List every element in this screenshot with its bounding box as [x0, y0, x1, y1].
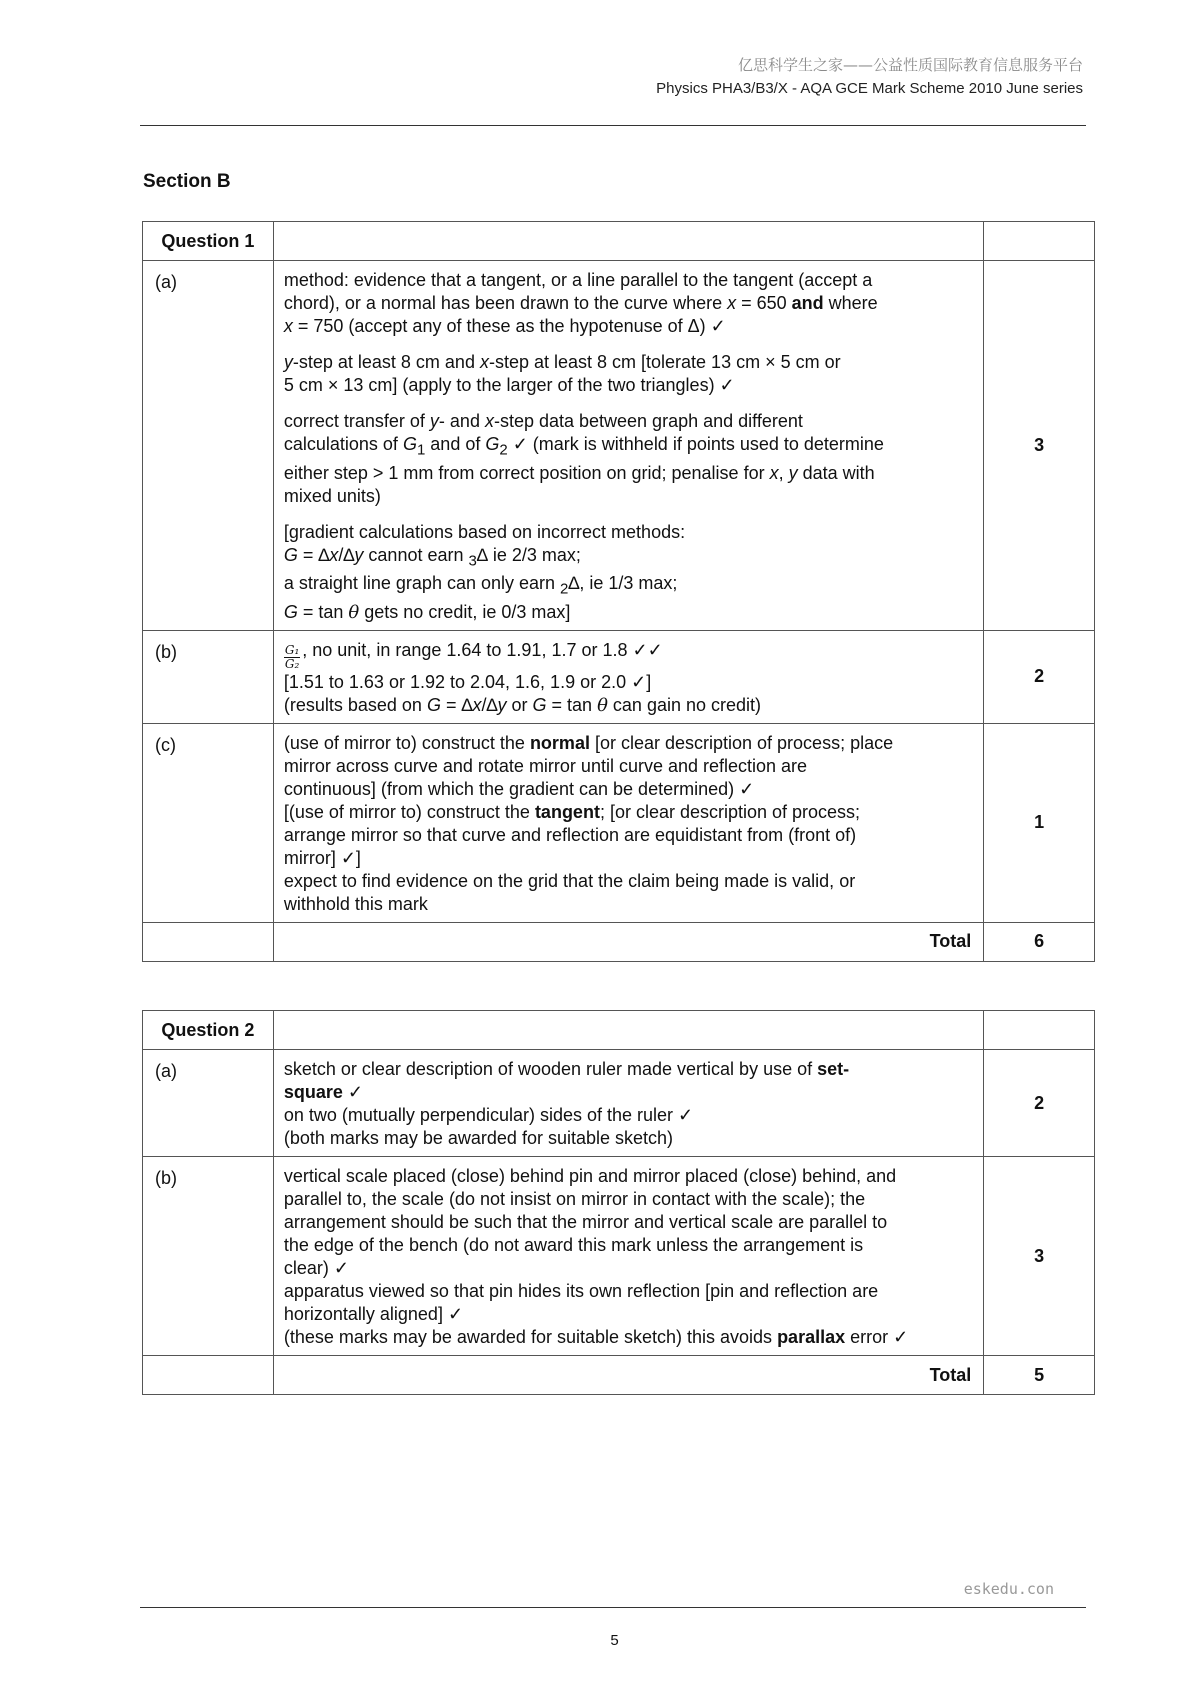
text-line: calculations of $G_1$ and of $G_2$ ✓ (mark is withheld if points used to determine: [283, 434, 884, 459]
text-line: method: evidence that a tangent, or a line parallel to the tangent (accept a: [283, 270, 873, 290]
text-line: [1.51 to 1.63 or 1.92 to 2.04, 1.6, 1.9 or 2.0 ✓]: [283, 671, 652, 692]
text-line: G = ∆x/∆y cannot earn $_3$∆ ie 2/3 max;: [283, 544, 581, 570]
text-line: 5 cm × 13 cm] (apply to the larger of the two triangles) ✓: [283, 375, 735, 395]
q2-part-a-content: [273, 1050, 983, 1157]
q2-part-b-marks: 3: [984, 1157, 1095, 1356]
q1-part-c-label: (c): [143, 723, 274, 922]
text-line: arrangement should be such that the mirror and vertical scale are parallel to: [283, 1212, 888, 1232]
text-line: (these marks may be awarded for suitable sketch) this avoids parallax error ✓: [283, 1327, 909, 1347]
q1-total-row: [143, 922, 1095, 961]
question-2-table: [142, 1010, 1095, 1395]
text-line: mixed units): [283, 485, 381, 506]
header-divider: [140, 125, 1086, 126]
text-line: parallel to, the scale (do not insist on mirror in contact with the scale); the: [283, 1189, 866, 1209]
text-line: withhold this mark: [283, 893, 428, 914]
text-line: x = 750 (accept any of these as the hypotenuse of Δ) ✓: [283, 316, 726, 336]
q2-part-a-marks: 2: [984, 1050, 1095, 1157]
text-line: $\frac{\text{G₁}}{\text{G₂}}$ , no unit, in range 1.64 to 1.91, 1.7 or 1.8 ✓✓: [284, 639, 663, 671]
q1-part-b-row: [143, 630, 1095, 723]
text-line: the edge of the bench (do not award this mark unless the arrangement is: [283, 1235, 864, 1255]
q1-part-a-label: (a): [143, 261, 274, 631]
q2-total-label: Total: [273, 1356, 983, 1395]
text-line: vertical scale placed (close) behind pin and mirror placed (close) behind, and: [283, 1166, 897, 1186]
q2-total-row: [143, 1356, 1095, 1395]
question-1-title: Question 1: [143, 222, 274, 261]
text-line: either step > 1 mm from correct position on grid; penalise for x, y data with: [283, 462, 875, 483]
text-line: apparatus viewed so that pin hides its own reflection [pin and reflection are: [283, 1281, 879, 1301]
q2-part-a-label: (a): [143, 1050, 274, 1157]
header-blank: [273, 222, 983, 261]
footer-site-name: eskedu.con: [963, 1580, 1054, 1598]
total-blank: [143, 922, 274, 961]
text-line: correct transfer of y- and x-step data between graph and different: [283, 411, 803, 431]
text-line: (both marks may be awarded for suitable sketch): [283, 1128, 674, 1148]
q1-part-c-row: [143, 723, 1095, 922]
q2-part-b-content: [273, 1157, 983, 1356]
q1-part-a-marks: 3: [984, 261, 1095, 631]
text-line: (results based on G = ∆x/∆y or G = tan θ can gain no credit): [283, 694, 762, 716]
q2-total-marks: 5: [984, 1356, 1095, 1395]
text-line: sketch or clear description of wooden ruler made vertical by use of set-: [283, 1059, 850, 1079]
text-line: arrange mirror so that curve and reflection are equidistant from (front of): [283, 824, 857, 845]
total-blank: [143, 1356, 274, 1395]
header-blank: [984, 222, 1095, 261]
text-line: continuous] (from which the gradient can be determined) ✓: [283, 778, 755, 799]
text-line: expect to find evidence on the grid that the claim being made is valid, or: [283, 870, 856, 891]
text-line: chord), or a normal has been drawn to the curve where x = 650 and where: [283, 293, 878, 313]
text-line: G = tan θ gets no credit, ie 0/3 max]: [283, 601, 571, 623]
q2-part-b-row: [143, 1157, 1095, 1356]
text-line: mirror] ✓]: [283, 847, 361, 868]
q1-part-a-row: [143, 261, 1095, 631]
text-line: [gradient calculations based on incorrect methods:: [283, 521, 686, 542]
q1-total-label: Total: [273, 922, 983, 961]
q2-part-b-label: (b): [143, 1157, 274, 1356]
header-cn-line: 亿思科学生之家——公益性质国际教育信息服务平台: [737, 56, 1083, 74]
header-blank: [273, 1011, 983, 1050]
q1-total-marks: 6: [984, 922, 1095, 961]
page-number: 5: [610, 1632, 619, 1649]
section-title: Section B: [143, 171, 231, 192]
text-line: a straight line graph can only earn $_2$∆, ie 1/3 max;: [283, 573, 678, 598]
q1-part-a-content: [273, 261, 983, 631]
q1-part-b-content: [273, 630, 983, 723]
q1-part-b-marks: 2: [984, 630, 1095, 723]
question-2-title: Question 2: [143, 1011, 274, 1050]
text-line: y-step at least 8 cm and x-step at least 8 cm [tolerate 13 cm × 5 cm or: [283, 352, 841, 372]
text-line: mirror across curve and rotate mirror until curve and reflection are: [283, 755, 808, 776]
q2-part-a-row: [143, 1050, 1095, 1157]
text-line: (use of mirror to) construct the normal [or clear description of process; place: [283, 732, 894, 753]
question-2-header-row: [143, 1011, 1095, 1050]
q1-part-b-label: (b): [143, 630, 274, 723]
footer-divider: [140, 1607, 1086, 1608]
text-line: horizontally aligned] ✓: [283, 1304, 464, 1324]
text-line: on two (mutually perpendicular) sides of the ruler ✓: [283, 1105, 694, 1125]
header-title: Physics PHA3/B3/X - AQA GCE Mark Scheme 2010 June series: [656, 80, 1083, 97]
g1-over-g2-fraction: $\frac{\text{G₁}}{\text{G₂}}$: [284, 642, 300, 671]
question-1-header-row: [143, 222, 1095, 261]
q1-part-c-marks: 1: [984, 723, 1095, 922]
header-blank: [984, 1011, 1095, 1050]
text-line: square ✓: [283, 1082, 363, 1102]
question-1-table: [142, 221, 1095, 962]
q1-part-c-content: [273, 723, 983, 922]
text-line: [(use of mirror to) construct the tangent; [or clear description of process;: [283, 801, 861, 822]
text-line: clear) ✓: [283, 1258, 349, 1278]
